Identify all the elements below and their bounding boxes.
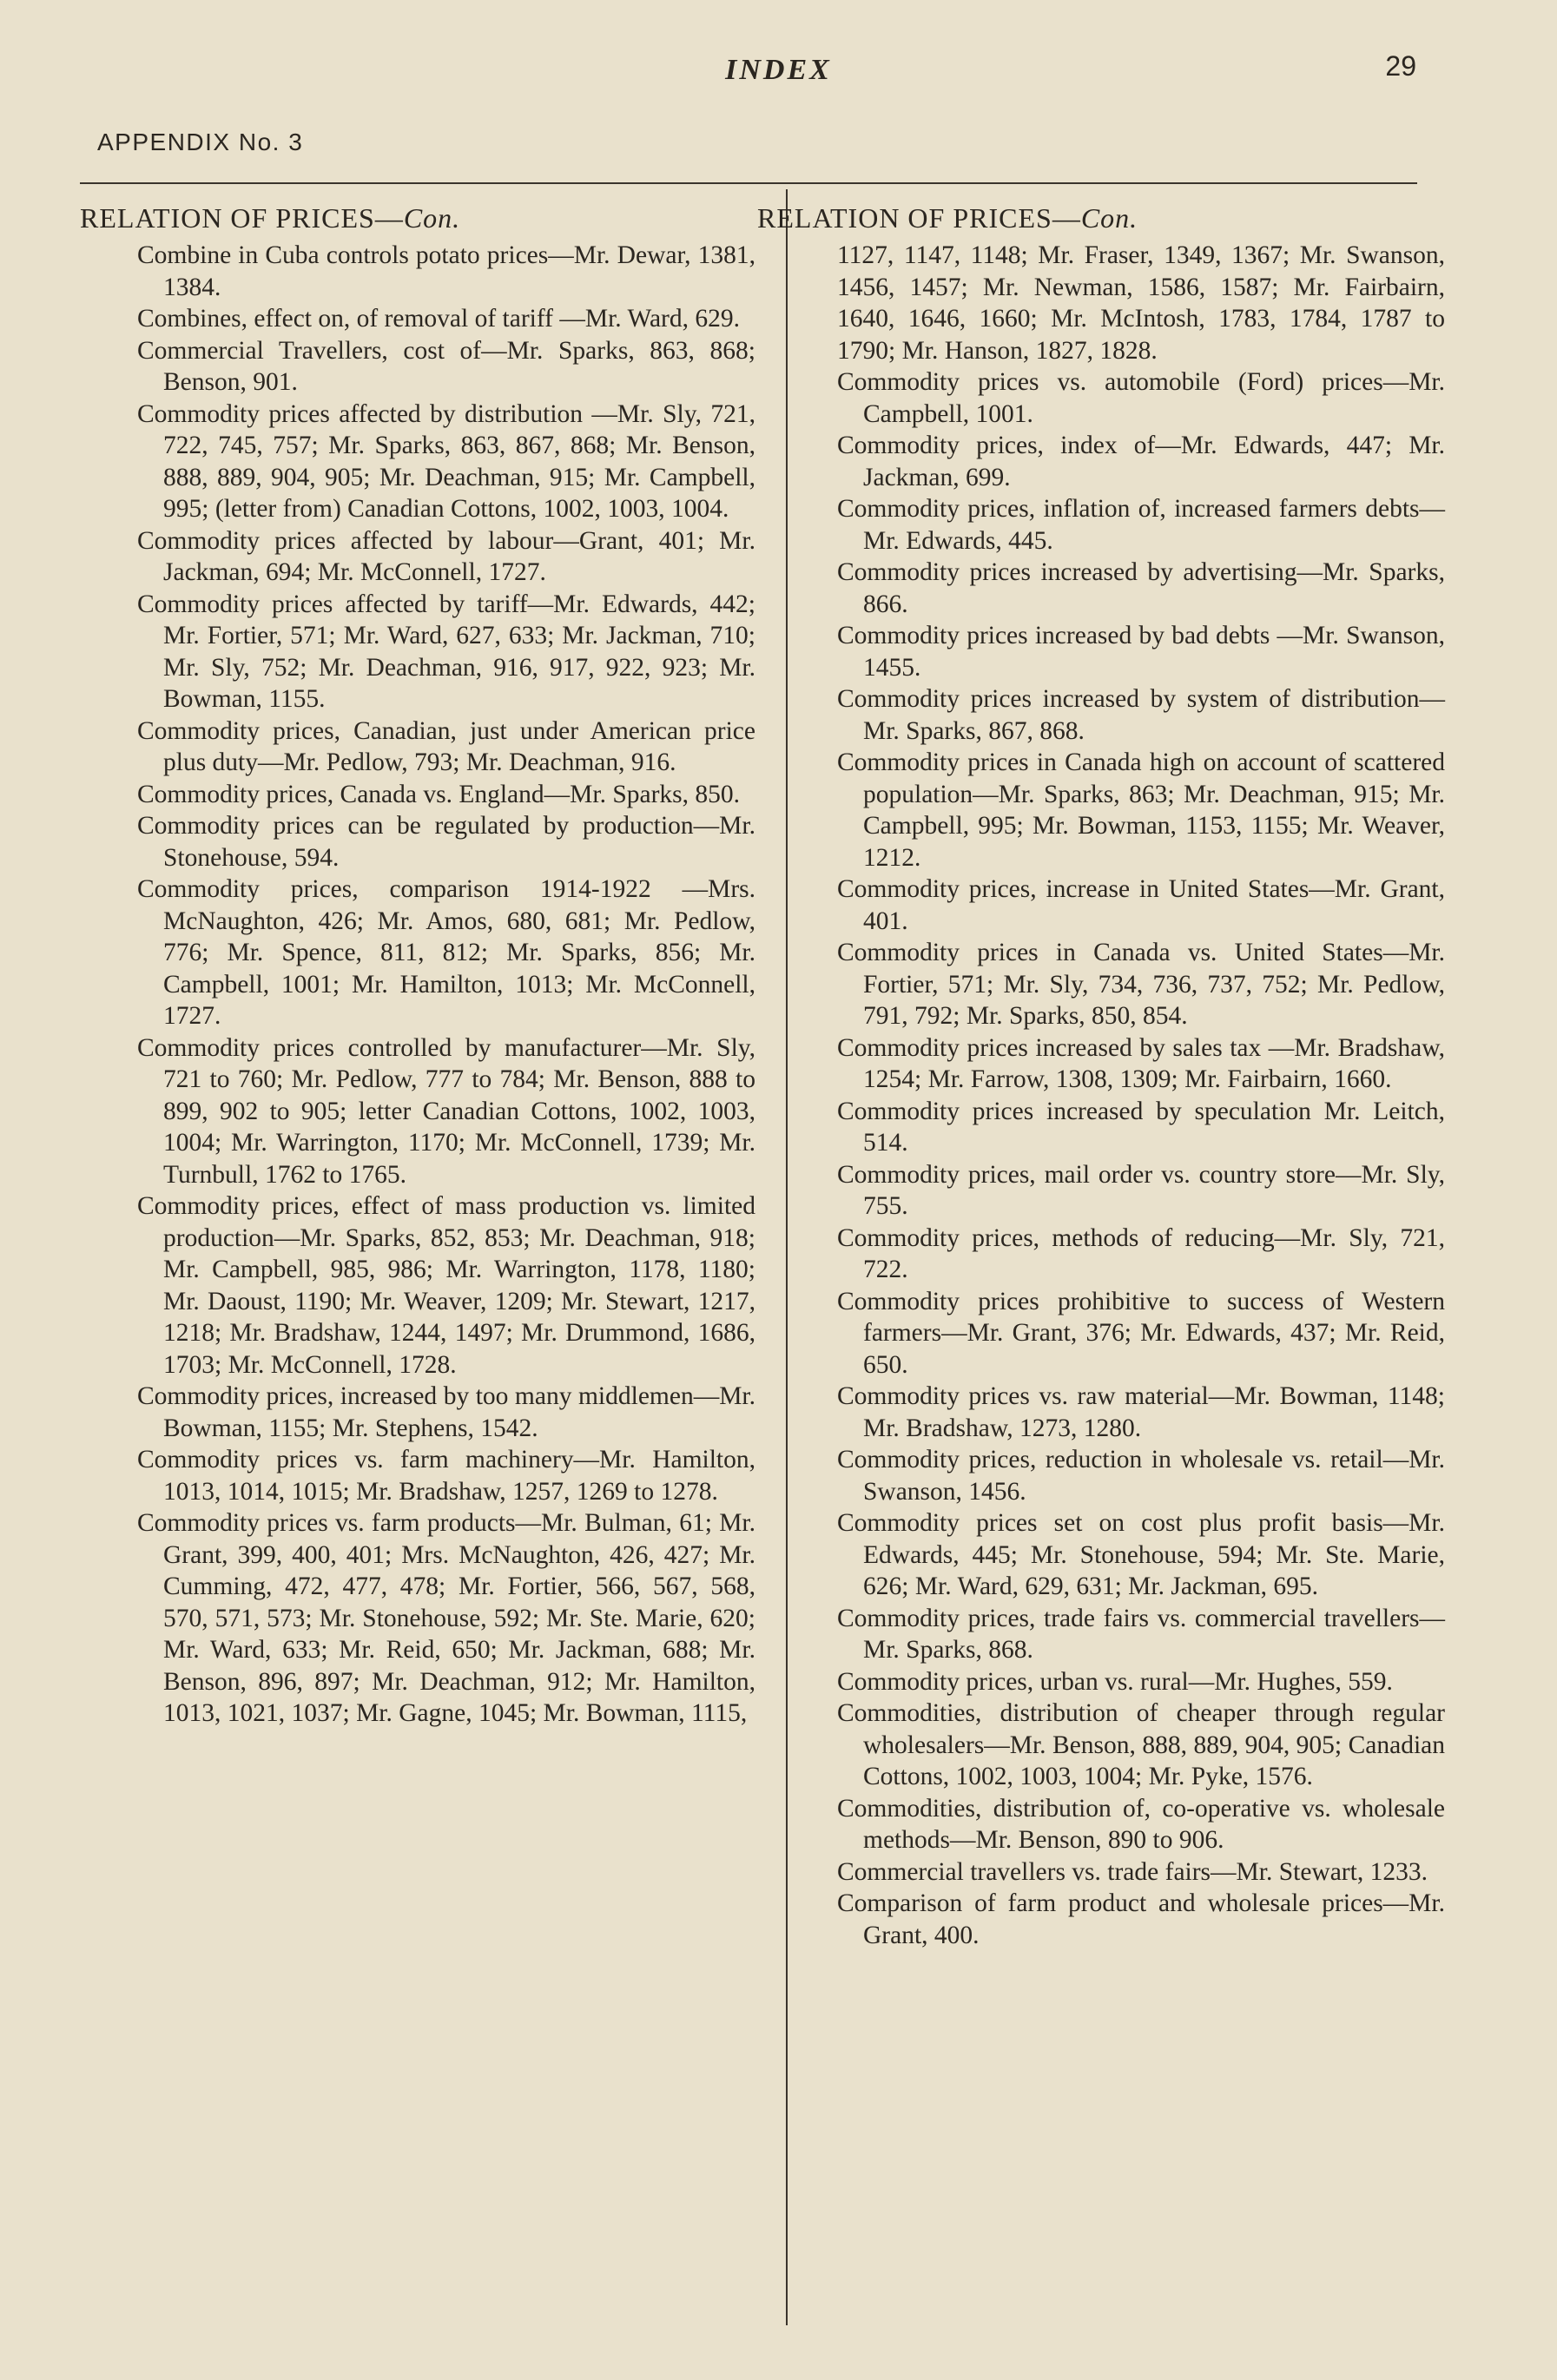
- left-entries: [78, 240, 755, 1730]
- index-entry: Commodity prices, effect of mass production vs. limited production—Mr. Sparks, 852, 853; Mr. Deachman, 918; Mr. Campbell, 985, 986; Mr. Warrington, 1178, 1180; Mr. Daoust, 1190; Mr. Weaver, 1209; Mr. Stewart, 1217, 1218; Mr. Bradshaw, 1244, 1497; Mr. Drummond, 1686, 1703; Mr. McConnell, 1728.: [137, 1192, 755, 1379]
- index-entry: Commodity prices increased by sales tax —Mr. Bradshaw, 1254; Mr. Farrow, 1308, 1309; Mr. Fairbairn, 1660.: [837, 1033, 1445, 1093]
- index-entry: Combines, effect on, of removal of tariff —Mr. Ward, 629.: [137, 305, 740, 333]
- right-column: [755, 201, 1450, 1951]
- left-column-heading: [80, 201, 755, 234]
- index-entry: Commodity prices vs. raw material—Mr. Bowman, 1148; Mr. Bradshaw, 1273, 1280.: [837, 1382, 1445, 1442]
- index-entry: Commodity prices vs. automobile (Ford) prices—Mr. Campbell, 1001.: [837, 368, 1445, 428]
- index-entry: Commodity prices vs. farm machinery—Mr. Hamilton, 1013, 1014, 1015; Mr. Bradshaw, 1257, 1269 to 1278.: [137, 1446, 755, 1506]
- index-entry: Commodity prices, reduction in wholesale vs. retail—Mr. Swanson, 1456.: [837, 1446, 1445, 1506]
- index-entry: Comparison of farm product and wholesale prices—Mr. Grant, 400.: [837, 1889, 1445, 1949]
- left-heading-main: RELATION OF PRICES—: [80, 202, 404, 234]
- index-entry-continuation: 1127, 1147, 1148; Mr. Fraser, 1349, 1367; Mr. Swanson, 1456, 1457; Mr. Newman, 1586, 1587; Mr. Fairbairn, 1640, 1646, 1660; Mr. McIntosh, 1783, 1784, 1787 to 1790; Mr. Hanson, 1827, 1828.: [837, 241, 1445, 365]
- index-entry: Commodities, distribution of cheaper through regular wholesalers—Mr. Benson, 888, 889, 904, 905; Canadian Cottons, 1002, 1003, 1004; Mr. Pyke, 1576.: [837, 1699, 1445, 1790]
- index-entry: Commodity prices set on cost plus profit basis—Mr. Edwards, 445; Mr. Stonehouse, 594; Mr. Ste. Marie, 626; Mr. Ward, 629, 631; Mr. Jackman, 695.: [837, 1509, 1445, 1600]
- appendix-label: APPENDIX No. 3: [97, 129, 304, 155]
- index-entry: Commodity prices increased by bad debts —Mr. Swanson, 1455.: [837, 622, 1445, 682]
- index-entry: Commercial travellers vs. trade fairs—Mr. Stewart, 1233.: [837, 1857, 1428, 1886]
- index-entry: Commodity prices prohibitive to success of Western farmers—Mr. Grant, 376; Mr. Edwards, 437; Mr. Reid, 650.: [837, 1287, 1445, 1379]
- index-entry: Combine in Cuba controls potato prices—Mr. Dewar, 1381, 1384.: [137, 241, 755, 301]
- index-entry: Commodity prices affected by tariff—Mr. Edwards, 442; Mr. Fortier, 571; Mr. Ward, 627, 633; Mr. Jackman, 710; Mr. Sly, 752; Mr. Deachman, 916, 917, 922, 923; Mr. Bowman, 1155.: [137, 590, 755, 713]
- index-entry: Commodity prices, trade fairs vs. commercial travellers—Mr. Sparks, 868.: [837, 1604, 1445, 1664]
- index-entry: Commodity prices, mail order vs. country store—Mr. Sly, 755.: [837, 1160, 1445, 1220]
- index-entry: Commodity prices, comparison 1914-1922 —Mrs. McNaughton, 426; Mr. Amos, 680, 681; Mr. Pedlow, 776; Mr. Spence, 811, 812; Mr. Sparks, 856; Mr. Campbell, 1001; Mr. Hamilton, 1013; Mr. McConnell, 1727.: [137, 875, 755, 1030]
- index-entry: Commodity prices, inflation of, increased farmers debts—Mr. Edwards, 445.: [837, 495, 1445, 555]
- index-entry: Commodity prices affected by labour—Grant, 401; Mr. Jackman, 694; Mr. McConnell, 1727.: [137, 526, 755, 586]
- index-entry: Commercial Travellers, cost of—Mr. Sparks, 863, 868; Benson, 901.: [137, 336, 755, 396]
- running-title: INDEX: [725, 54, 832, 86]
- index-entry: Commodity prices increased by speculation Mr. Leitch, 514.: [837, 1097, 1445, 1157]
- index-entry: Commodities, distribution of, co-operative vs. wholesale methods—Mr. Benson, 890 to 906.: [837, 1794, 1445, 1854]
- index-entry: Commodity prices, urban vs. rural—Mr. Hughes, 559.: [837, 1667, 1393, 1696]
- index-entry: Commodity prices, index of—Mr. Edwards, 447; Mr. Jackman, 699.: [837, 432, 1445, 491]
- index-entry: Commodity prices affected by distribution —Mr. Sly, 721, 722, 745, 757; Mr. Sparks, 863, 867, 868; Mr. Benson, 888, 889, 904, 905; Mr. Deachman, 915; Mr. Campbell, 995; (letter from) Canadian Cottons, 1002, 1003, 1004.: [137, 399, 755, 523]
- right-heading-main: RELATION OF PRICES—: [757, 202, 1081, 234]
- index-entry: Commodity prices increased by advertising—Mr. Sparks, 866.: [837, 558, 1445, 618]
- index-entry: Commodity prices increased by system of distribution—Mr. Sparks, 867, 868.: [837, 685, 1445, 745]
- left-heading-con: Con.: [403, 202, 461, 234]
- index-entry: Commodity prices vs. farm products—Mr. Bulman, 61; Mr. Grant, 399, 400, 401; Mrs. McNaughton, 426, 427; Mr. Cumming, 472, 477, 478; Mr. Fortier, 566, 567, 568, 570, 571, 573; Mr. Stonehouse, 592; Mr. Ste. Marie, 620; Mr. Ward, 633; Mr. Reid, 650; Mr. Jackman, 688; Mr. Benson, 896, 897; Mr. Deachman, 912; Mr. Hamilton, 1013, 1021, 1037; Mr. Gagne, 1045; Mr. Bowman, 1115,: [137, 1509, 755, 1727]
- header-rule: [80, 182, 1417, 184]
- index-entry: Commodity prices, Canadian, just under American price plus duty—Mr. Pedlow, 793; Mr. Deachman, 916.: [137, 716, 755, 776]
- index-entry: Commodity prices, increase in United States—Mr. Grant, 401.: [837, 875, 1445, 935]
- right-heading-con: Con.: [1080, 202, 1138, 234]
- index-entry: Commodity prices can be regulated by production—Mr. Stonehouse, 594.: [137, 812, 755, 872]
- page-number: 29: [1385, 50, 1416, 82]
- right-column-heading: [757, 201, 1450, 234]
- right-entries: [755, 240, 1445, 1951]
- index-entry: Commodity prices controlled by manufacturer—Mr. Sly, 721 to 760; Mr. Pedlow, 777 to 784; Mr. Benson, 888 to 899, 902 to 905; letter Canadian Cottons, 1002, 1003, 1004; Mr. Warrington, 1170; Mr. McConnell, 1739; Mr. Turnbull, 1762 to 1765.: [137, 1033, 755, 1189]
- index-entry: Commodity prices in Canada vs. United States—Mr. Fortier, 571; Mr. Sly, 734, 736, 737, 752; Mr. Pedlow, 791, 792; Mr. Sparks, 850, 854.: [837, 939, 1445, 1030]
- index-entry: Commodity prices, methods of reducing—Mr. Sly, 721, 722.: [837, 1223, 1445, 1283]
- index-entry: Commodity prices, Canada vs. England—Mr. Sparks, 850.: [137, 780, 740, 808]
- left-column: [78, 201, 755, 1730]
- index-entry: Commodity prices, increased by too many middlemen—Mr. Bowman, 1155; Mr. Stephens, 1542.: [137, 1382, 755, 1442]
- index-entry: Commodity prices in Canada high on account of scattered population—Mr. Sparks, 863; Mr. Deachman, 915; Mr. Campbell, 995; Mr. Bowman, 1153, 1155; Mr. Weaver, 1212.: [837, 748, 1445, 872]
